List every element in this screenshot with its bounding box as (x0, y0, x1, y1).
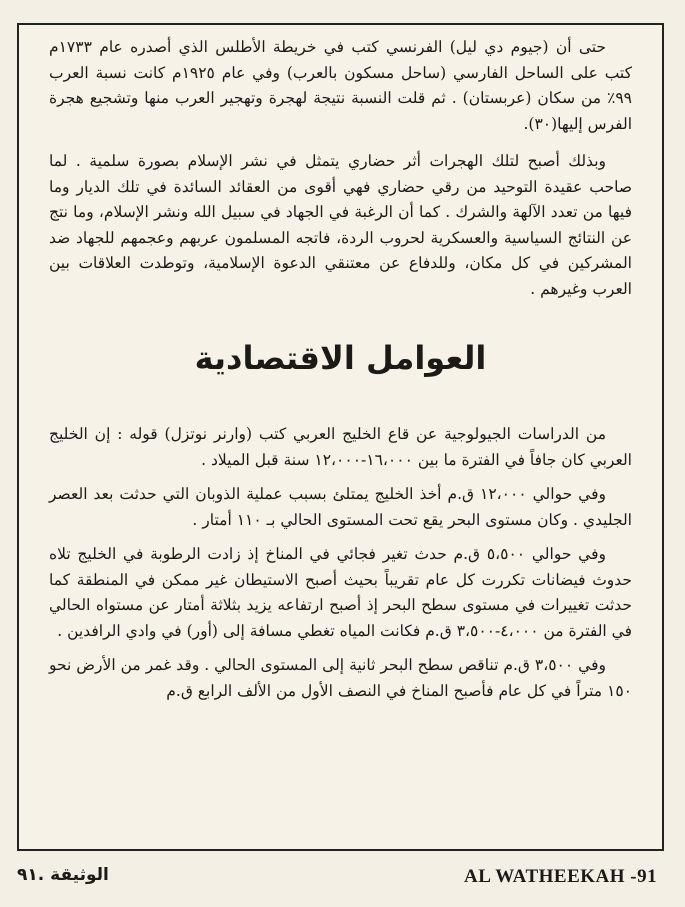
text-frame (17, 23, 664, 851)
paragraph: وفي ٣،٥٠٠ ق.م تناقص سطح البحر ثانية إلى المستوى الحالي . وقد غمر من الأرض نحو ١٥٠ متراً في كل عام فأصبح المناخ في النصف الأول من الألف الرابع ق.م (49, 656, 632, 700)
section-heading: العوامل الاقتصادية (194, 339, 487, 377)
paragraph: وفي حوالي ٥،٥٠٠ ق.م حدث تغير فجائي في المناخ إذ زادت الرطوبة في الخليج تلاه حدوث فيضانات تكررت كل عام تقريباً بحيث أصبح الاستيطان غير ممكن في المنطقة كما حدثت تغييرات في مستوى سطح البحر إذ أصبح ارتفاعه يزيد بثلاثة أمتار عن مستواه الحالي في الفترة من ٤،٠٠٠-٣،٥٠٠ ق.م فكانت المياه تغطي مسافة إلى (أور) في وادي الرافدين . (49, 545, 632, 640)
intro-section (49, 35, 632, 302)
page-footer (0, 862, 685, 892)
paragraph: حتى أن (جيوم دي ليل) الفرنسي كتب في خريطة الأطلس الذي أصدره عام ١٧٣٣م كتب على الساحل الفارسي (ساحل مسكون بالعرب) وفي عام ١٩٢٥م كانت نسبة العرب ٩٩٪ من سكان (عربستان) . ثم قلت النسبة نتيجة لهجرة وتهجير العرب منها وتشجيع هجرة الفرس إليها(٣٠). (49, 38, 632, 133)
article-body (49, 35, 632, 704)
paragraph: وفي حوالي ١٢،٠٠٠ ق.م أخذ الخليج يمتلئ بسبب عملية الذوبان التي حدثت بعد العصر الجليدي . وكان مستوى البحر يقع تحت المستوى الحالي بـ ١١٠ أمتار . (49, 485, 632, 529)
footer-arabic-title: الوثيقة .٩١ (17, 865, 109, 885)
paragraph: وبذلك أصبح لتلك الهجرات أثر حضاري يتمثل في نشر الإسلام بصورة سلمية . لما صاحب عقيدة التوحيد من رقي حضاري فهي أقوى من العقائد السائدة في تلك الديار وما فيها من تعدد الآلهة والشرك . كما أن الرغبة في الجهاد في سبيل الله ونشر الإسلام، وما نتج عن النتائج السياسية والعسكرية لحروب الردة، فاتجه المسلمون عربهم وعجمهم للجهاد ضد المشركين في كل مكان، وللدفاع عن معتنقي الدعوة الإسلامية، وتوطدت العلاقات بين العرب وغيرهم . (49, 152, 632, 298)
paragraph: من الدراسات الجيولوجية عن قاع الخليج العربي كتب (وارنر نوتزل) قوله : إن الخليج العربي كان جافاً في الفترة ما بين ١٦،٠٠٠-١٢،٠٠٠ سنة قبل الميلاد . (49, 425, 632, 469)
economic-section (49, 422, 632, 704)
footer-english-title: AL WATHEEKAH -91 (464, 866, 658, 887)
